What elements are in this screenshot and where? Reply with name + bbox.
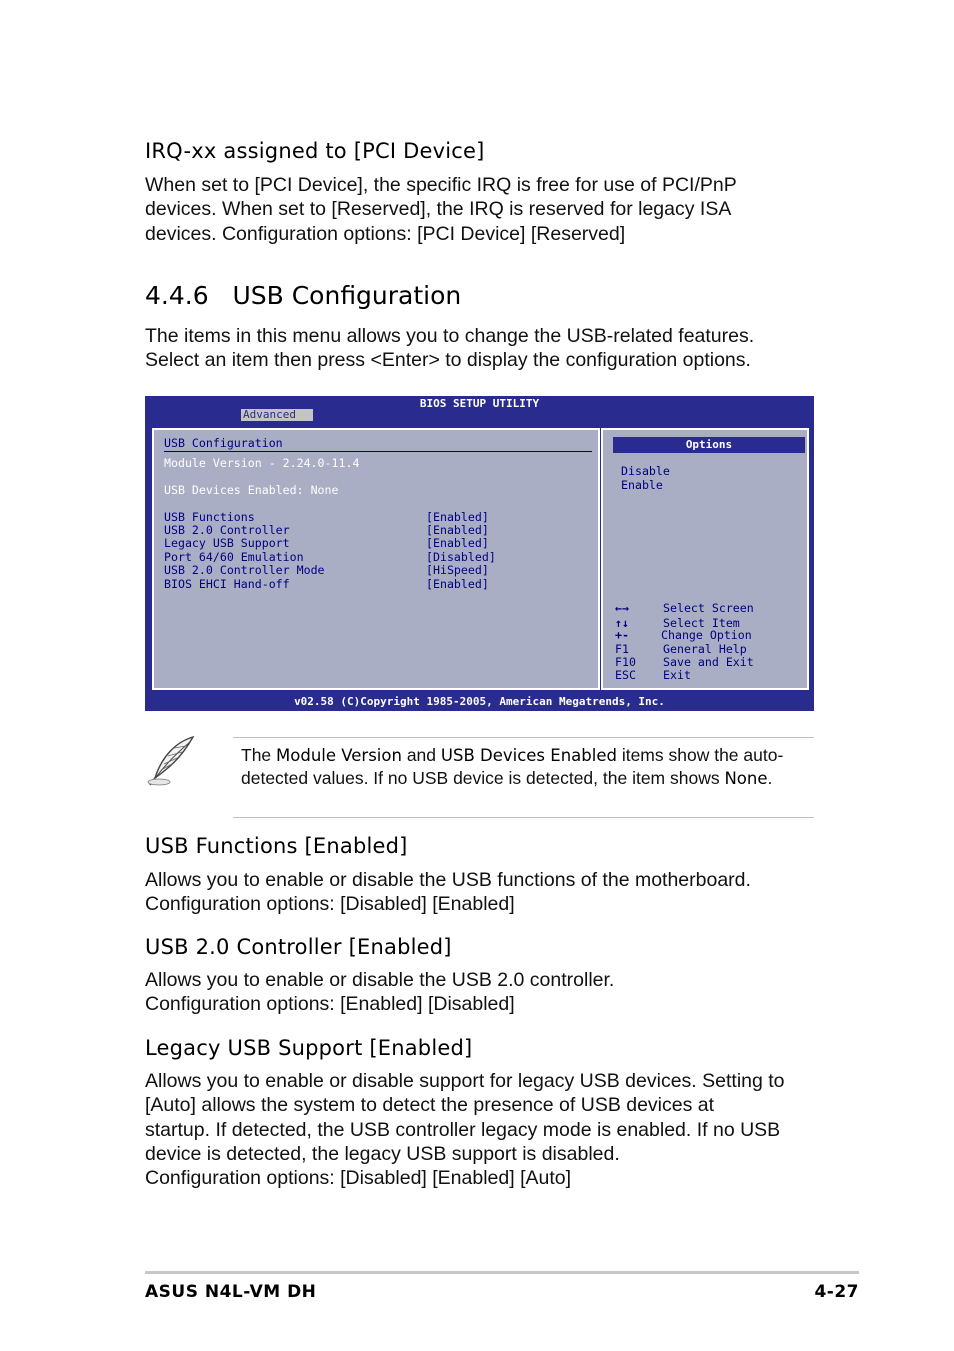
bios-value-port-emulation[interactable]: [Disabled] [426,550,496,564]
usb-functions-line-1: Allows you to enable or disable the USB functions of the motherboard. [145,869,751,891]
bios-value-legacy-usb[interactable]: [Enabled] [426,536,489,550]
irq-line-1: When set to [PCI Device], the specific IRQ is free for use of PCI/PnP [145,174,737,196]
options-header: Options [613,437,805,453]
bios-item-port-emulation[interactable]: Port 64/60 Emulation [164,550,304,564]
key-f1: F1 [615,642,629,656]
help-exit: Exit [663,668,691,682]
arrow-up-down-icon: ↑↓ [615,616,629,630]
bios-value-usb-functions[interactable]: [Enabled] [426,510,489,524]
option-disable[interactable]: Disable [621,464,670,478]
legacy-usb-description [145,1069,785,1190]
bios-main-panel [152,428,600,690]
note-module-version: Module Version [276,746,402,765]
help-save-exit: Save and Exit [663,655,754,669]
usb20-line-1: Allows you to enable or disable the USB 2.0 controller. [145,969,615,991]
legacy-line-4: device is detected, the legacy USB support is disabled. [145,1142,620,1165]
bios-item-legacy-usb[interactable]: Legacy USB Support [164,536,290,550]
bios-value-ehci-handoff[interactable]: [Enabled] [426,577,489,591]
legacy-usb-heading: Legacy USB Support [Enabled] [145,1036,473,1060]
option-enable[interactable]: Enable [621,478,663,492]
note-text: The Module Version and USB Devices Enabled items show the auto-detected values. If no USB device is detected, the item shows None. [241,745,784,788]
usb20-line-2: Configuration options: [Enabled] [Disabled] [145,993,515,1016]
bios-usb-devices-enabled: USB Devices Enabled: None [164,483,339,497]
usb20-controller-heading: USB 2.0 Controller [Enabled] [145,935,452,959]
irq-heading: IRQ-xx assigned to [PCI Device] [145,139,485,163]
irq-description [145,173,737,246]
bios-item-usb-functions[interactable]: USB Functions [164,510,255,524]
bios-screen [145,396,814,711]
usb-config-line-2: Select an item then press <Enter> to display the configuration options. [145,349,751,372]
bios-options-panel [601,428,809,690]
bios-item-usb20-mode[interactable]: USB 2.0 Controller Mode [164,563,325,577]
irq-line-2: devices. When set to [Reserved], the IRQ is reserved for legacy ISA [145,198,732,221]
help-change-option: Change Option [661,628,752,642]
bios-value-usb20-controller[interactable]: [Enabled] [426,523,489,537]
usb-functions-heading: USB Functions [Enabled] [145,834,408,858]
key-esc: ESC [615,668,636,682]
footer-rule [145,1271,859,1274]
legacy-line-1: Allows you to enable or disable support for legacy USB devices. Setting to [145,1070,785,1092]
bios-title-divider [164,451,592,452]
usb-configuration-heading: 4.4.6 USB Configuration [145,281,462,310]
bios-item-usb20-controller[interactable]: USB 2.0 Controller [164,523,290,537]
note-bottom-rule [233,817,814,818]
legacy-line-5: Configuration options: [Disabled] [Enabled] [Auto] [145,1167,572,1190]
help-select-screen: Select Screen [663,601,754,615]
bios-copyright: v02.58 (C)Copyright 1985-2005, American Megatrends, Inc. [294,695,665,708]
note-none: None [724,769,768,788]
plus-minus-icon: +- [615,628,629,642]
usb-config-line-1: The items in this menu allows you to change the USB-related features. [145,325,755,347]
irq-line-3: devices. Configuration options: [PCI Device] [Reserved] [145,222,626,245]
bios-title: BIOS SETUP UTILITY [419,397,540,410]
bios-value-usb20-mode[interactable]: [HiSpeed] [426,563,489,577]
usb-functions-line-2: Configuration options: [Disabled] [Enabled] [145,893,515,916]
usb-functions-description [145,868,751,917]
feather-pen-icon [146,734,200,788]
help-select-item: Select Item [663,616,740,630]
usb-configuration-description [145,324,754,373]
bios-panel-title: USB Configuration [164,436,283,450]
usb20-controller-description [145,968,614,1017]
footer-page-number: 4-27 [814,1282,859,1302]
key-f10: F10 [615,655,636,669]
bios-item-ehci-handoff[interactable]: BIOS EHCI Hand-off [164,577,290,591]
legacy-line-2: [Auto] allows the system to detect the presence of USB devices at [145,1094,715,1117]
tab-advanced[interactable]: Advanced [241,409,313,421]
help-general-help: General Help [663,642,747,656]
note-usb-devices-enabled: USB Devices Enabled [440,746,617,765]
footer-model-name: ASUS N4L-VM DH [145,1282,317,1302]
bios-module-version: Module Version - 2.24.0-11.4 [164,456,360,470]
legacy-line-3: startup. If detected, the USB controller legacy mode is enabled. If no USB [145,1118,781,1141]
arrow-left-right-icon: ←→ [615,601,629,615]
note-top-rule [233,737,814,738]
